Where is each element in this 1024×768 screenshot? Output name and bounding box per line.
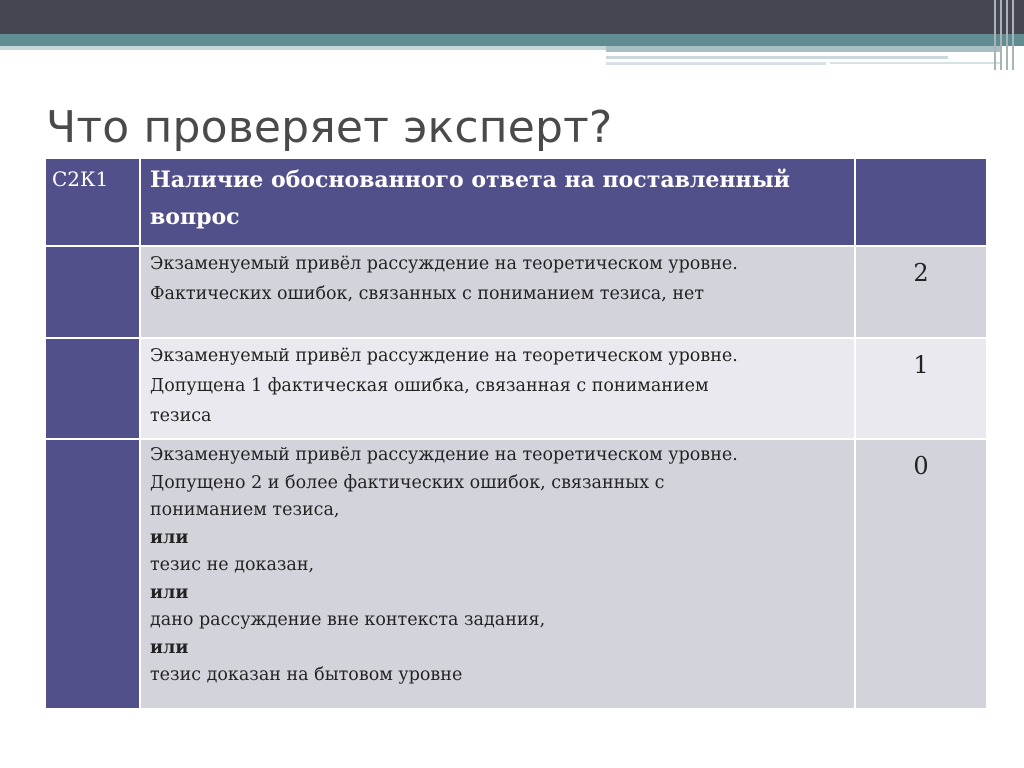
table-row — [45, 338, 987, 439]
row-code-cell — [45, 439, 140, 709]
row-score-cell — [855, 246, 987, 338]
score-header — [855, 158, 987, 246]
slide-title: Что проверяет эксперт? — [46, 102, 613, 153]
criterion-code: С2К1 — [45, 158, 140, 246]
corner-bar — [1012, 0, 1014, 70]
table-row — [45, 439, 987, 709]
table-header-row — [45, 158, 987, 246]
description-line: Допущено 2 и более фактических ошибок, связанных с — [150, 472, 665, 493]
description-line: Экзаменуемый привёл рассуждение на теоретическом уровне. — [150, 254, 738, 274]
description-line: пониманием тезиса, — [150, 500, 340, 520]
row-score-cell — [855, 439, 987, 709]
top-band-stripe — [606, 62, 826, 65]
description-line: тезиса — [150, 406, 212, 426]
corner-bar — [1000, 0, 1002, 70]
criteria-table — [44, 157, 988, 710]
top-band-dark — [0, 0, 1024, 34]
corner-bar — [994, 0, 996, 70]
row-score: 2 — [913, 259, 929, 287]
row-description — [140, 246, 855, 338]
top-band-stripe — [830, 62, 1002, 64]
corner-bar — [1006, 0, 1008, 70]
description-line: Фактических ошибок, связанных с пониманием тезиса, нет — [150, 284, 705, 304]
top-band-teal — [0, 34, 1024, 46]
row-score-cell — [855, 338, 987, 439]
row-description — [140, 338, 855, 439]
or-label: или — [150, 527, 189, 548]
table-row — [45, 246, 987, 338]
row-score: 1 — [913, 351, 929, 379]
row-score: 0 — [913, 452, 929, 480]
alternative-line: тезис доказан на бытовом уровне — [150, 665, 463, 685]
description-line: Экзаменуемый привёл рассуждение на теоретическом уровне. — [150, 346, 738, 366]
top-band-stripe — [0, 46, 606, 50]
description-line: Экзаменуемый привёл рассуждение на теоретическом уровне. — [150, 445, 738, 465]
row-code-cell — [45, 246, 140, 338]
row-code-cell — [45, 338, 140, 439]
alternative-line: дано рассуждение вне контекста задания, — [150, 610, 546, 630]
or-label: или — [150, 637, 189, 658]
row-description — [140, 439, 855, 709]
description-line: Допущена 1 фактическая ошибка, связанная с пониманием — [150, 376, 709, 396]
top-band-stripe — [606, 46, 1002, 52]
top-band-stripe — [606, 56, 948, 59]
or-label: или — [150, 582, 189, 603]
alternative-line: тезис не доказан, — [150, 555, 315, 575]
criterion-title: Наличие обоснованного ответа на поставленный вопрос — [140, 158, 855, 246]
